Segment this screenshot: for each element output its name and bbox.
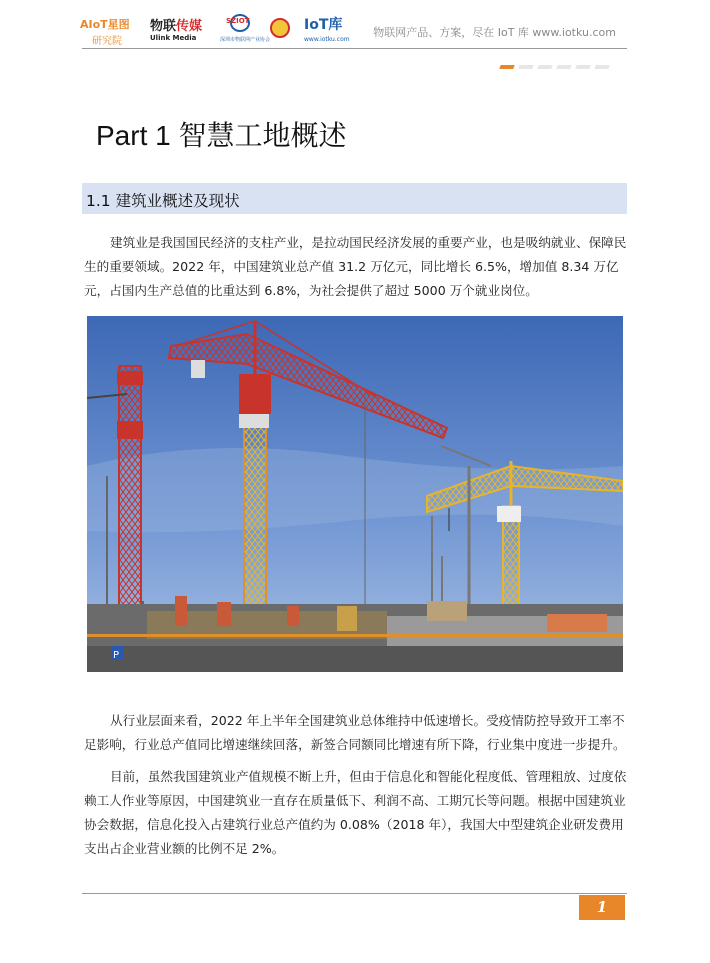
section-title: 1.1 建筑业概述及现状	[86, 192, 240, 210]
sziot-logo: SZIOT 深圳市物联网产业协会	[220, 14, 260, 46]
svg-text:P: P	[113, 650, 120, 661]
paragraph-current-status: 目前，虽然我国建筑业产值规模不断上升，但由于信息化和智能化程度低、管理粗放、过度依赖工人作业等原因，中国建筑业一直存在质量低下、利润不高、工期冗长等问题。根据中国建筑业协会数据，信息化投入占建筑行业总产值约为 0.08%（2018 年），我国大中型建筑企业研发费用支出占企业营业额的比例不足 2%。	[84, 769, 627, 856]
header-tagline: 物联网产品、方案，尽在 IoT 库 www.iotku.com	[373, 26, 616, 39]
ulink-media-logo: 物联传媒 Ulink Media	[150, 19, 203, 42]
paragraph-industry-level: 从行业层面来看，2022 年上半年全国建筑业总体维持中低速增长。受疫情防控导致开工率不足影响，行业总产值同比增速继续回落，新签合同额同比增速有所下降，行业集中度进一步提升。	[84, 713, 626, 752]
footer-divider	[82, 893, 627, 894]
iotku-logo: IoT库 www.iotku.com	[304, 17, 350, 43]
aiot-logo: AIoT星图 研究院	[80, 18, 130, 47]
badge-logo	[270, 14, 292, 46]
construction-cranes-photo	[87, 316, 623, 672]
section-heading-bar	[82, 183, 627, 214]
page-number: 1	[596, 898, 608, 916]
header-divider	[82, 48, 627, 49]
part-title: Part 1 智慧工地概述	[96, 120, 347, 151]
paragraph-intro: 建筑业是我国国民经济的支柱产业，是拉动国民经济发展的重要产业，也是吸纳就业、保障民生的重要领域。2022 年，中国建筑业总产值 31.2 万亿元，同比增长 6.5%，增加值 8.34 万亿元，占国内生产总值的比重达到 6.8%，为社会提供了超过 5000 万个就业岗位。	[84, 235, 627, 298]
page-header	[78, 10, 628, 50]
header-accent-dashes	[500, 54, 628, 59]
page-number-box	[579, 895, 625, 920]
